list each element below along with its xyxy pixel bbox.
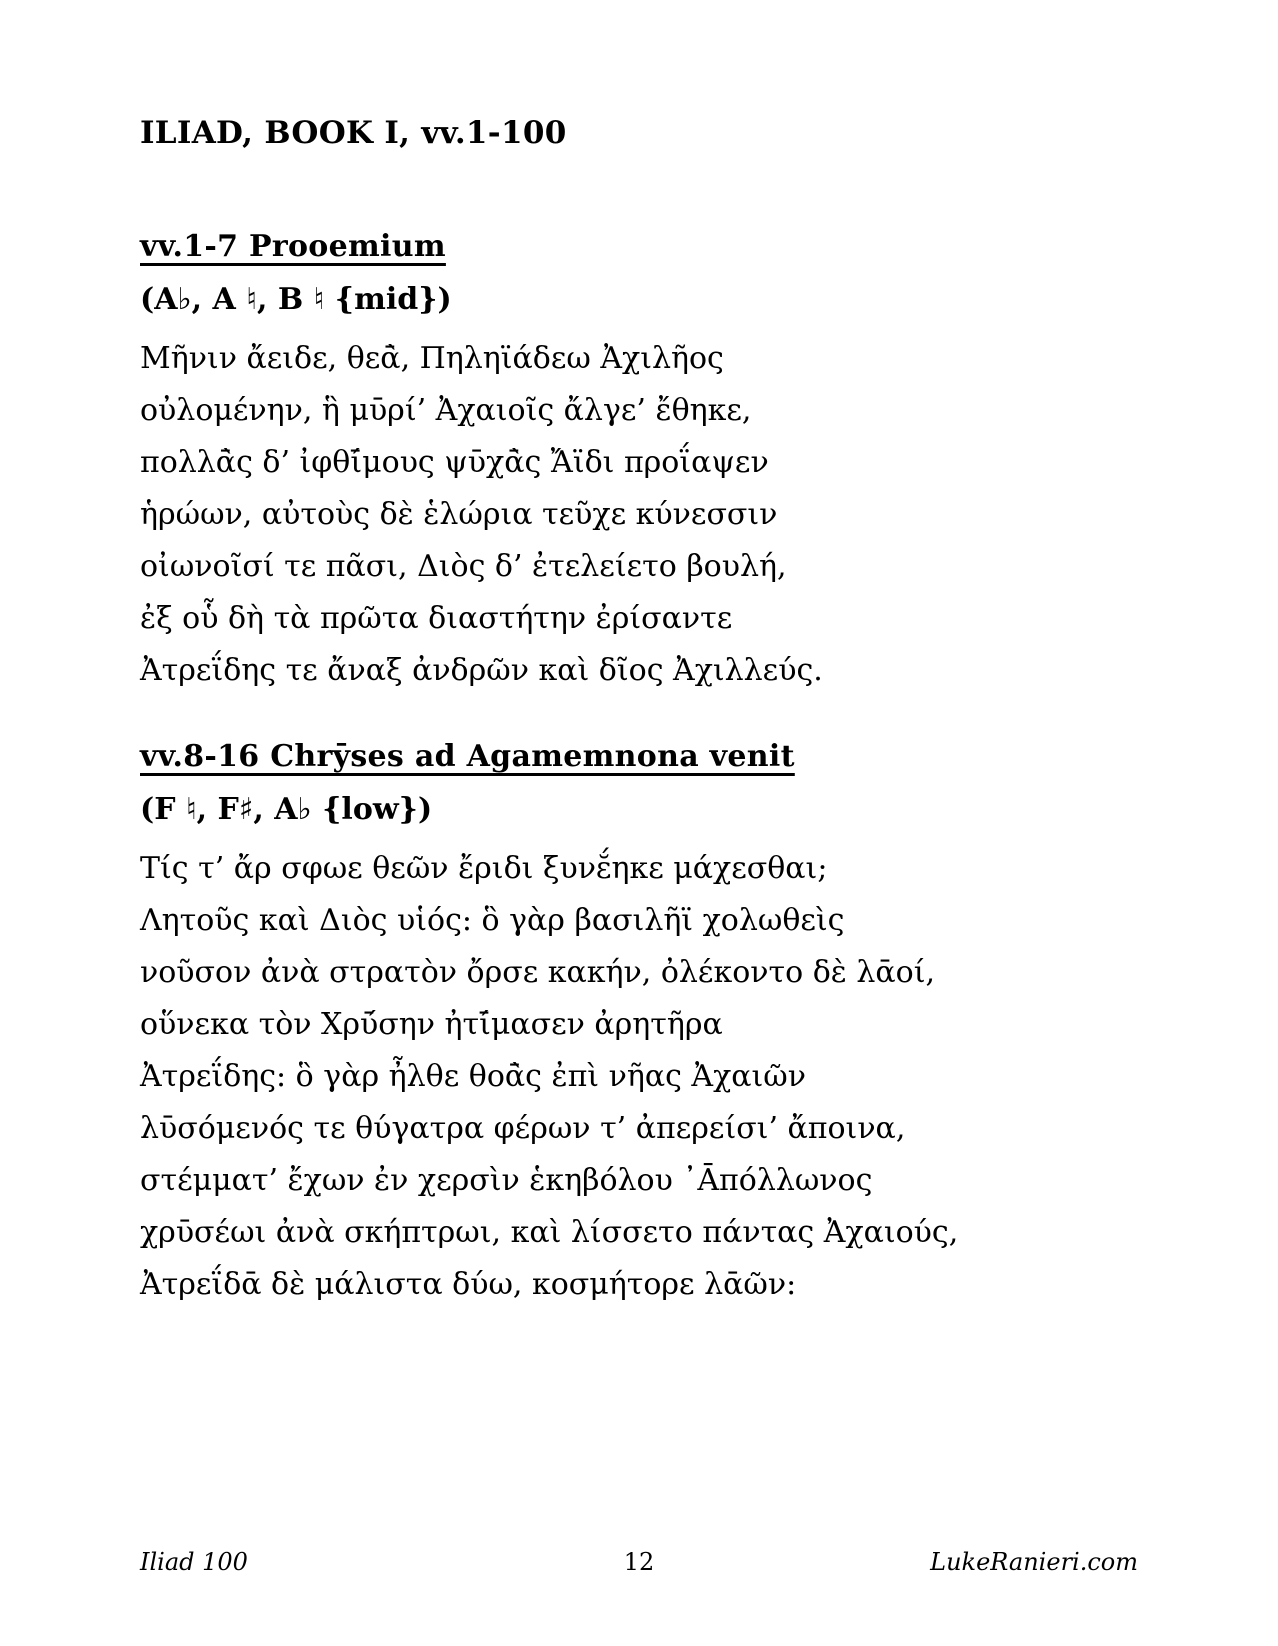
verse-line-12: Ἀτρεΐδης: ὃ γὰρ ἦλθε θοᾱ̀ς ἐπὶ νῆας Ἀχαιῶν	[140, 1059, 806, 1095]
footer-website: LukeRanieri.com	[930, 1548, 1138, 1576]
verse-block-prooemium	[140, 333, 1138, 697]
verse-line-9: Λητοῦς καὶ Διὸς υἱός: ὃ γὰρ βασιλῆϊ χολωθεὶς	[140, 903, 845, 939]
verse-block-chryses	[140, 843, 1138, 1311]
verse-line-10: νοῦσον ἀνὰ στρατὸν ὄρσε κακήν, ὀλέκοντο δὲ λᾱοί,	[140, 955, 936, 991]
verse-line-8: Τίς τ’ ἄρ σφωε θεῶν ἔριδι ξυνε̆́ηκε μάχεσθαι;	[140, 851, 828, 887]
verse-line-7: Ἀτρεΐδης τε ἄναξ ἀνδρῶν καὶ δῖος Ἀχιλλεύς.	[140, 653, 823, 689]
page-footer	[140, 1548, 1138, 1576]
verse-line-13: λῡσόμενός τε θύγατρα φέρων τ’ ἀπερείσι’ ἄποινα,	[140, 1111, 906, 1147]
verse-line-14: στέμματ’ ἔχων ἐν χερσὶν ἑκηβόλου ᾿Ᾱπόλλωνος	[140, 1163, 873, 1199]
verse-line-4: ἡρώων, αὐτοὺς δὲ ἑλώρια τεῦχε κύνεσσιν	[140, 497, 778, 533]
verse-line-5: οἰωνοῖσί τε πᾶσι, Διὸς δ’ ἐτελείετο βουλή,	[140, 549, 787, 585]
verse-line-6: ἐξ οὗ δὴ τὰ πρῶτα διαστήτην ἐρίσαντε	[140, 601, 733, 637]
section-heading-chryses: vv.8-16 Chrȳses ad Agamemnona venit	[140, 739, 795, 775]
verse-line-1: Μῆνιν ἄειδε, θεᾱ̀, Πηληϊάδεω Ἀχιλῆος	[140, 341, 724, 377]
verse-line-11: οὕνεκα τὸν Χρῡ́σην ἠτῑ́μασεν ἀρητῆρα	[140, 1007, 723, 1043]
pitch-notes-chryses: (F ♮, F♯, A♭ {low})	[140, 792, 433, 828]
verse-line-2: οὐλομένην, ἣ μῡρί’ Ἀχαιοῖς ἄλγε’ ἔθηκε,	[140, 393, 752, 429]
verse-line-15: χρῡσέωι ἀνὰ σκήπτρωι, καὶ λίσσετο πάντας Ἀχαιούς,	[140, 1215, 959, 1251]
section-heading-prooemium: vv.1-7 Prooemium	[140, 229, 446, 265]
footer-page-number: 12	[623, 1548, 655, 1576]
section-prooemium	[140, 226, 1138, 697]
verse-line-3: πολλᾱ̀ς δ’ ἰφθῑ́μους ψῡχᾱ̀ς Ἄϊδι προΐαψεν	[140, 445, 769, 481]
verse-line-16: Ἀτρεΐδᾱ δὲ μάλιστα δύω, κοσμήτορε λᾱῶν:	[140, 1267, 797, 1303]
section-chryses	[140, 736, 1138, 1311]
footer-document-name: Iliad 100	[140, 1548, 248, 1576]
page-title: ILIAD, BOOK I, vv.1-100	[140, 115, 567, 151]
pitch-notes-prooemium: (A♭, A ♮, B ♮ {mid})	[140, 282, 452, 318]
